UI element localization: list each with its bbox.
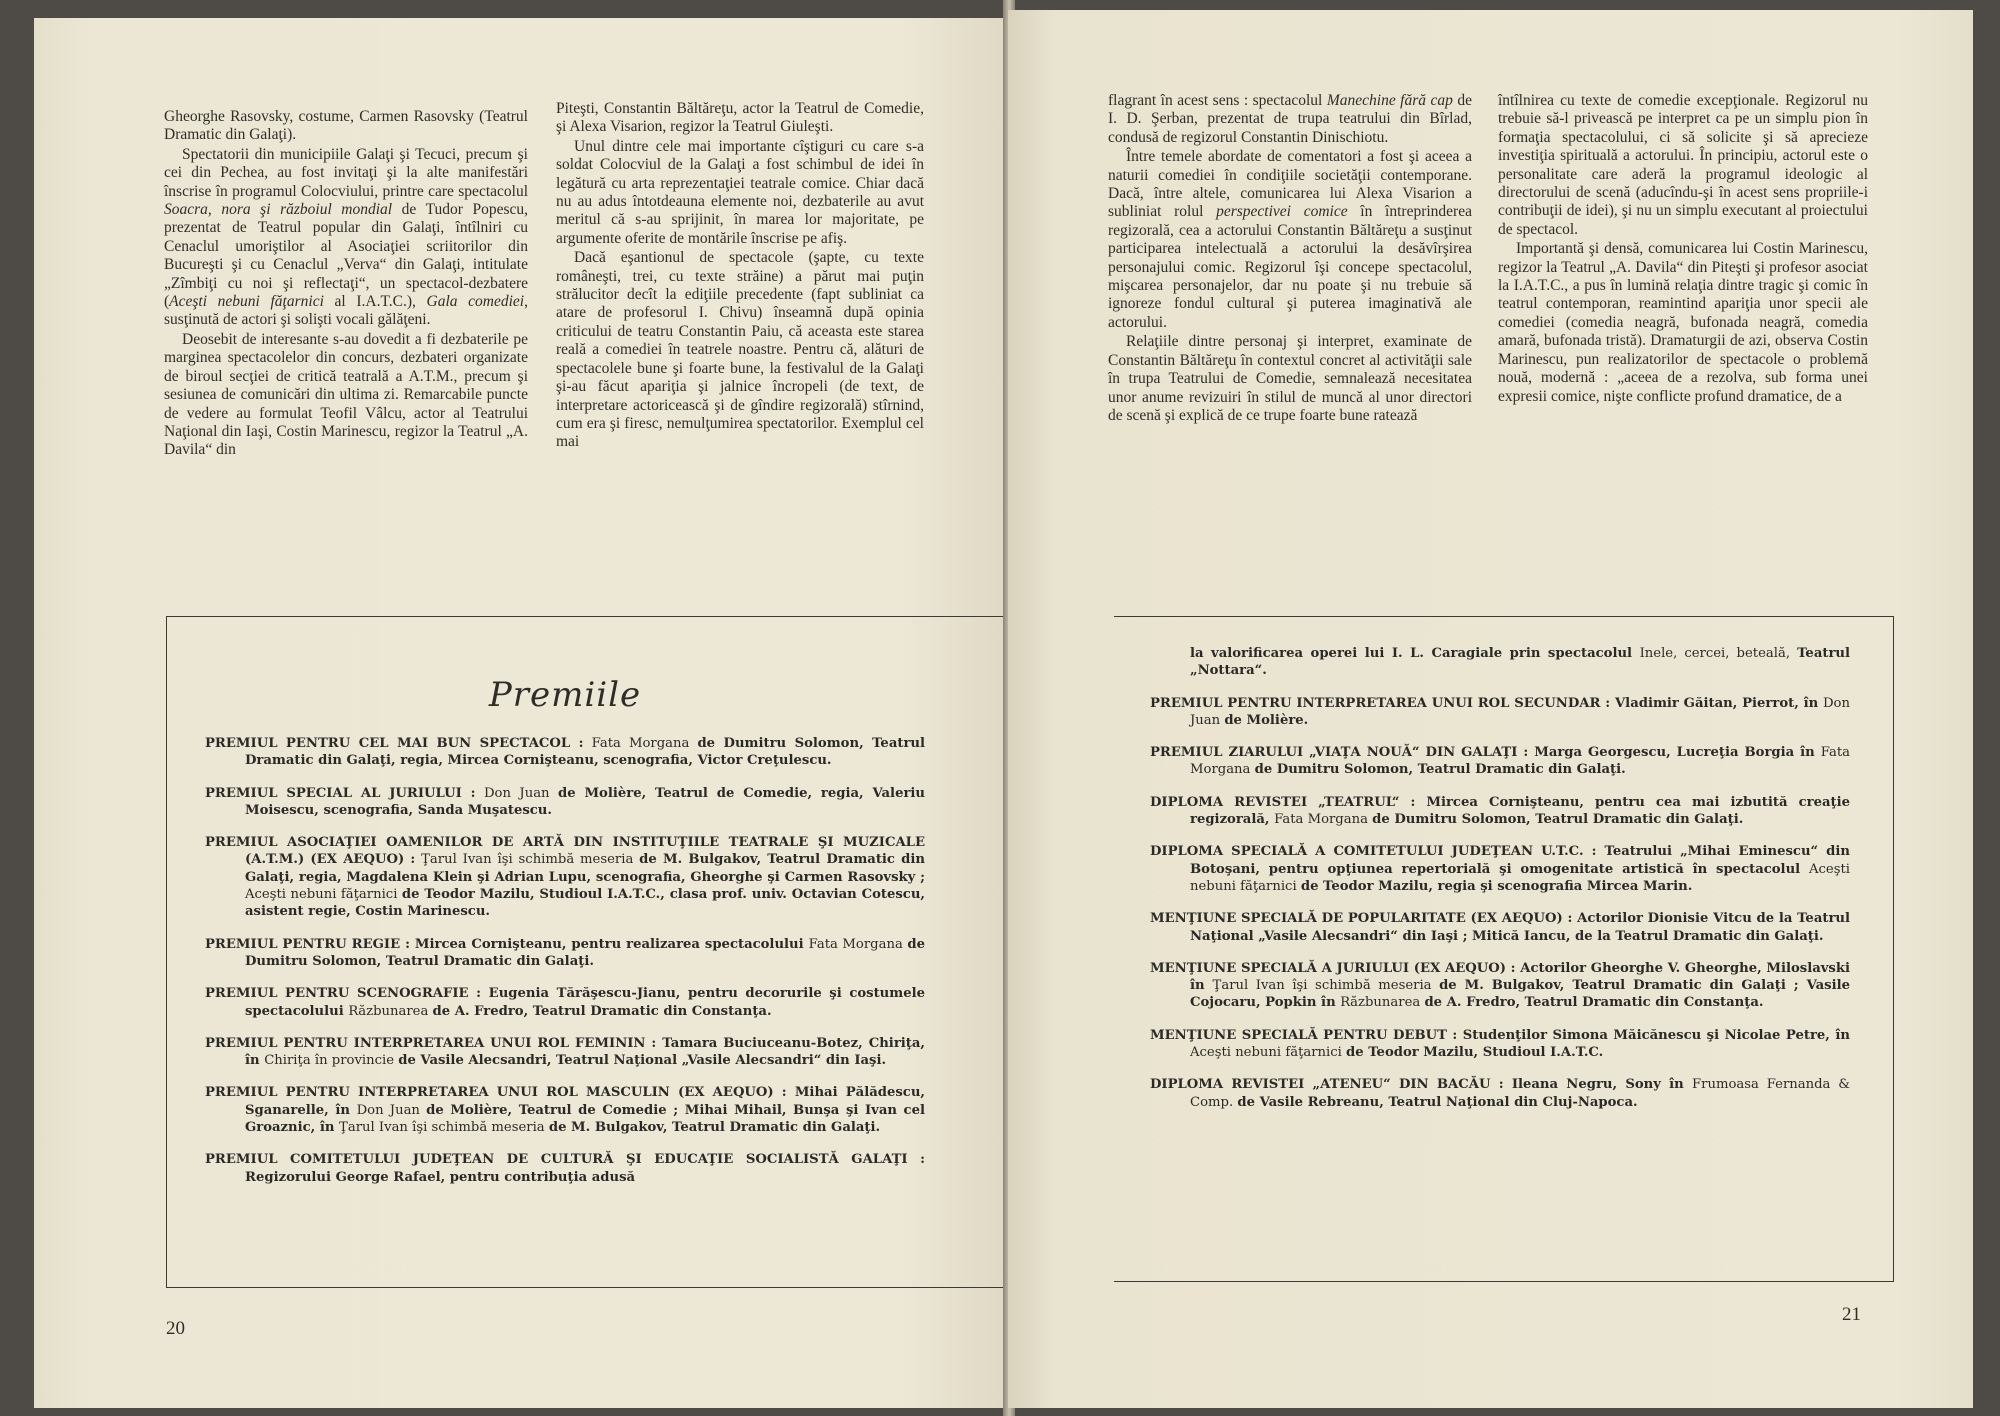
body-text: de Tudor Popescu, prezentat de Teatrul popular din Galaţi, întîlniri cu Cenaclul umoriştilor al Asociaţiei scriitorilor din Bucureşti şi cu Cenaclul „Verva“ din Galaţi, intitulate „Zîmbiţi cu noi şi reflectaţi“, un spectacol-dezbatere (	[164, 201, 528, 311]
award-label: PREMIUL ASOCIAŢIEI OAMENILOR DE ARTĂ DIN INSTITUŢIILE TEATRALE ŞI MUZICALE (A.T.M.) (EX AEQUO) :	[205, 835, 925, 868]
award-detail: de Teodor Mazilu, Studioul I.A.T.C., clasa prof. univ. Octavian Cotescu, asistent regie, Costin Marinescu.	[245, 887, 925, 920]
award-label: DIPLOMA SPECIALĂ A COMITETULUI JUDEŢEAN U.T.C. :	[1150, 844, 1597, 860]
body-paragraph	[1108, 92, 1472, 147]
body-paragraph	[164, 331, 528, 460]
italic-title-text: Manechine fără cap	[1326, 92, 1453, 109]
right-column-2	[1498, 92, 1868, 406]
award-entry	[1150, 910, 1850, 945]
left-column-1	[164, 108, 528, 460]
award-entry	[1150, 794, 1850, 829]
award-entry	[205, 936, 925, 971]
award-label: PREMIUL COMITETULUI JUDEŢEAN DE CULTURĂ ŞI EDUCAŢIE SOCIALISTĂ GALAŢI :	[205, 1152, 925, 1168]
left-page	[34, 18, 1018, 1408]
awards-list-left	[205, 735, 925, 1186]
body-paragraph	[1108, 333, 1472, 425]
award-label: PREMIUL ZIARULUI „VIAŢA NOUĂ“ DIN GALAŢI :	[1150, 745, 1529, 761]
award-entry	[205, 785, 925, 820]
award-detail: de Vasile Alecsandri, Teatrul Naţional „Vasile Alecsandri“ din Iaşi.	[398, 1053, 887, 1069]
award-work-title: Ţarul Ivan îşi schimbă meseria	[339, 1120, 549, 1136]
italic-title-text: Soacra, nora şi războiul mondial	[164, 201, 393, 219]
award-detail: de Dumitru Solomon, Teatrul Dramatic din Galaţi, regia, Mircea Cornişteanu, scenografia, Victor Creţulescu.	[245, 736, 925, 769]
award-work-title: Inele, cercei, beteală,	[1639, 646, 1798, 661]
body-paragraph	[1498, 240, 1868, 406]
award-work-title: Răzbunarea	[1340, 995, 1425, 1011]
award-detail: de M. Bulgakov, Teatrul Dramatic din Galaţi ; Vasile Cojocaru, Popkin în	[1190, 978, 1850, 1011]
award-detail: Marga Georgescu, Lucreţia Borgia în	[1528, 745, 1821, 761]
awards-box-left	[166, 616, 1006, 1288]
award-work-title: Aceşti nebuni făţarnici	[1190, 1045, 1347, 1061]
award-detail: de Dumitru Solomon, Teatrul Dramatic din Galaţi.	[1372, 812, 1744, 828]
award-work-title: Fata Morgana	[808, 936, 908, 952]
page-number-right: 21	[1842, 1304, 1861, 1325]
body-paragraph	[556, 138, 924, 248]
award-detail: Vladimir Găitan, Pierrot, în	[1610, 695, 1823, 711]
award-label: DIPLOMA REVISTEI „ATENEU“ DIN BACĂU :	[1150, 1077, 1504, 1093]
award-work-title: Fata Morgana	[583, 736, 698, 751]
award-detail: de Molière, Teatrul de Comedie, regia, Valeriu Moisescu, scenografia, Sanda Muşatescu.	[245, 785, 926, 818]
award-work-title: Ţarul Ivan îşi schimbă meseria	[1212, 978, 1440, 994]
italic-title-text: Gala comediei	[426, 293, 525, 311]
awards-list-right	[1150, 645, 1850, 1111]
award-detail: Mircea Cornişteanu, pentru realizarea spectacolului	[409, 936, 809, 952]
award-work-title: Don Juan	[475, 785, 558, 801]
award-label: PREMIUL PENTRU INTERPRETAREA UNUI ROL MASCULIN (EX AEQUO) :	[205, 1085, 787, 1101]
body-text: flagrant în acest sens : spectacolul	[1108, 92, 1327, 109]
award-detail: de M. Bulgakov, Teatrul Dramatic din Galaţi.	[548, 1120, 881, 1136]
awards-box-right	[1114, 616, 1894, 1282]
right-page	[1008, 10, 1973, 1408]
award-detail: de Molière.	[1224, 712, 1309, 728]
body-text: Deosebit de interesante s-au dovedit a fi dezbaterile pe marginea spectacolelor din concurs, dezbateri organizate de biroul secţiei de critică teatrală a A.T.M., precum şi sesiunea de comunicări din ultima zi. Remarcabile puncte de vedere au formulat Teofil Vâlcu, actor al Teatrului Naţional din Iaşi, Costin Marinescu, regizor la Teatrul „A. Davila“ din	[164, 330, 528, 459]
award-label: MENŢIUNE SPECIALĂ PENTRU DEBUT :	[1150, 1027, 1458, 1043]
body-text: în întreprinderea regizorală, cea a actorului Constantin Băltăreţu a susţinut participarea intelectuală a actorului la desăvîrşirea personajului comic. Regizorul îşi concepe spectacolul, mişcarea personajelor, dar nu poate şi nu trebuie să ignoreze fondul cultural şi puterea imaginativă ale actorului.	[1108, 203, 1472, 331]
award-work-title: Chiriţa în provincie	[264, 1053, 399, 1069]
award-detail: de Vasile Rebreanu, Teatrul Naţional din Cluj-Napoca.	[1237, 1094, 1638, 1110]
award-detail: de A. Fredro, Teatrul Dramatic din Constanţa.	[432, 1003, 772, 1019]
award-label: PREMIUL PENTRU REGIE :	[205, 936, 410, 952]
award-detail: Teatrul „Nottara“.	[1190, 646, 1850, 679]
award-detail: de Molière, Teatrul de Comedie ; Mihai Mihail, Bunşa şi Ivan cel Groaznic, în	[245, 1102, 925, 1136]
award-entry	[1150, 645, 1850, 680]
body-text: Spectatorii din municipiile Galaţi şi Tecuci, precum şi cei din Pechea, au fost invitaţi şi la alte manifestări înscrise în programul Colocviului, printre care spectacolul	[164, 145, 528, 200]
award-entry	[205, 1151, 925, 1186]
award-label: MENŢIUNE SPECIALĂ A JURIULUI (EX AEQUO) :	[1150, 960, 1516, 976]
body-text: Gheorghe Rasovsky, costume, Carmen Rasovsky (Teatrul Dramatic din Galaţi).	[164, 108, 528, 144]
award-label: PREMIUL PENTRU INTERPRETAREA UNUI ROL SECUNDAR :	[1150, 695, 1611, 711]
awards-title: Premiile	[488, 675, 642, 715]
award-detail: Mihai Pălădescu, Sganarelle, în	[245, 1085, 925, 1118]
body-paragraph	[164, 146, 528, 330]
award-entry	[205, 735, 925, 770]
award-work-title: Răzbunarea	[348, 1003, 433, 1019]
body-paragraph	[1498, 92, 1868, 239]
body-paragraph	[556, 100, 924, 137]
award-detail: de Dumitru Solomon, Teatrul Dramatic din Galaţi.	[1254, 762, 1626, 778]
award-label: PREMIUL SPECIAL AL JURIULUI :	[205, 785, 476, 801]
award-label: DIPLOMA REVISTEI „TEATRUL“ :	[1150, 794, 1416, 810]
award-entry	[1150, 960, 1850, 1012]
body-text: întîlnirea cu texte de comedie excepţionale. Regizorul nu trebuie să-l privească pe interpret ca pe un simplu pion în formaţia spectacolului, ci să solicite şi să aprecieze investiţia spirituală a actorului. În principiu, actorul este o personalitate care aderă la programul ideologic al directorului de scenă (aducîndu-şi în acest sens propriile-i contribuţii de idei), şi nu un simplu executant al proiectului de spectacol.	[1498, 92, 1868, 238]
award-work-title: Aceşti nebuni făţarnici	[1190, 861, 1850, 894]
award-label: MENŢIUNE SPECIALĂ DE POPULARITATE (EX AEQUO) :	[1150, 911, 1573, 927]
body-text: Relaţiile dintre personaj şi interpret, examinate de Constantin Băltăreţu în contextul concret al activităţii sale în trupa Teatrului de Comedie, semnalează necesitatea unor anume revizuiri în stilul de muncă al unor directori de scenă şi explică de ce trupe foarte bune ratează	[1108, 333, 1472, 424]
body-text: Între temele abordate de comentatori a fost şi aceea a naturii comediei în condiţiile societăţii contemporane. Dacă, între altele, comunicarea lui Alexa Visarion a subliniat rolul	[1108, 148, 1472, 221]
award-detail: Eugenia Tărăşescu-Jianu, pentru decorurile şi costumele spectacolului	[245, 986, 925, 1019]
award-detail: Studenţilor Simona Măicănescu şi Nicolae Petre, în	[1457, 1027, 1850, 1043]
award-work-title: Ţarul Ivan îşi schimbă meseria	[415, 852, 640, 868]
body-text: al I.A.T.C.),	[323, 293, 427, 311]
body-paragraph	[1108, 148, 1472, 332]
body-text: Dacă eşantionul de spectacole (şapte, cu texte româneşti, trei, cu texte străine) a părut mai puţin strălucitor decît la ediţiile precedente (fapt subliniat ca atare de profesorul I. Chivu) înseamnă după opinia criticului de teatru Constantin Paiu, că aceasta este starea reală a comediei în teatrele noastre. Pentru că, alături de spectacolele bune şi foarte bune, la festivalul de la Galaţi şi-au făcut apariţia şi jalnice încropeli (de text, de interpretare actoricească şi de gîndire regizorală) stîrnind, cum era şi firesc, nemulţumirea spectatorilor. Exemplul cel mai	[556, 249, 924, 451]
body-paragraph	[164, 108, 528, 145]
body-text: , susţinută de actori şi solişti vocali gălăţeni.	[164, 293, 528, 329]
body-text: Unul dintre cele mai importante cîştiguri cu care s-a soldat Colocviul de la Galaţi a fost schimbul de idei în legătură cu arta reprezentaţiei teatrale comice. Chiar dacă nu au adus întotdeauna elemente noi, dezbaterile au avut meritul că s-au sprijinit, în marea lor majoritate, pe argumente oferite de montările înscrise pe afiş.	[556, 137, 924, 247]
award-entry	[205, 1084, 925, 1136]
award-work-title: Don Juan	[1190, 695, 1850, 728]
award-entry	[1150, 843, 1850, 895]
left-column-2	[556, 100, 924, 452]
award-label: PREMIUL PENTRU CEL MAI BUN SPECTACOL :	[205, 736, 584, 751]
body-text: de I. D. Şerban, prezentat de trupa teatrului din Bîrlad, condusă de regizorul Constantin Dinischiotu.	[1108, 92, 1473, 146]
award-detail: Mircea Cornişteanu, pentru cea mai izbutită creaţie regizorală,	[1190, 794, 1850, 828]
award-detail: la valorificarea operei lui I. L. Caragiale prin spectacolul	[1190, 646, 1640, 661]
award-entry	[205, 985, 925, 1020]
right-column-1	[1108, 92, 1472, 425]
award-work-title: Aceşti nebuni făţarnici	[245, 887, 402, 903]
award-detail: de A. Fredro, Teatrul Dramatic din Constanţa.	[1424, 995, 1764, 1011]
page-number-left: 20	[166, 1318, 185, 1339]
award-detail: de Teodor Mazilu, Studioul I.A.T.C.	[1346, 1045, 1604, 1061]
award-label: PREMIUL PENTRU SCENOGRAFIE :	[205, 986, 482, 1002]
award-detail: Regizorului George Rafael, pentru contribuţia adusă	[245, 1169, 636, 1185]
body-paragraph	[556, 249, 924, 451]
body-text: Piteşti, Constantin Băltăreţu, actor la Teatrul de Comedie, şi Alexa Visarion, regizor la Teatrul Giuleşti.	[556, 100, 924, 136]
award-detail: de Dumitru Solomon, Teatrul Dramatic din Galaţi.	[245, 936, 925, 969]
award-detail: de M. Bulgakov, Teatrul Dramatic din Galaţi, regia, Magdalena Klein şi Adrian Lupu, scenografia, Gheorghe şi Carmen Rasovsky ;	[245, 852, 926, 885]
award-detail: Actorilor Gheorghe V. Gheorghe, Miloslavski în	[1190, 960, 1850, 994]
award-work-title: Don Juan	[356, 1102, 427, 1118]
body-text: Importantă şi densă, comunicarea lui Costin Marinescu, regizor la Teatrul „A. Davila“ din Piteşti şi profesor asociat la I.A.T.C., a pus în lumină relaţia dintre tragic şi comic în teatrul contemporan, reamintind apariţia unor specii ale comediei (comedia neagră, bufonada neagră, comedia amară, bufonada tristă). Dramaturgii de azi, observa Costin Marinescu, pun realizatorilor de spectacole o problemă nouă, modernă : „aceea de a rezolva, sub forma unei expresii comice, nişte conflicte profund dramatice, de a	[1498, 240, 1868, 405]
award-entry	[1150, 744, 1850, 779]
award-entry	[1150, 695, 1850, 730]
award-entry	[1150, 1076, 1850, 1111]
award-detail: de Teodor Mazilu, regia şi scenografia Mircea Marin.	[1300, 878, 1693, 894]
award-detail: Actorilor Dionisie Vitcu de la Teatrul Naţional „Vasile Alecsandri“ din Iaşi ; Mitică Iancu, de la Teatrul Dramatic din Galaţi.	[1190, 911, 1851, 944]
award-entry	[1150, 1027, 1850, 1062]
award-label: PREMIUL PENTRU INTERPRETAREA UNUI ROL FEMININ :	[205, 1035, 657, 1051]
award-detail: Ileana Negru, Sony în	[1503, 1077, 1692, 1093]
italic-title-text: perspectivei comice	[1216, 203, 1348, 221]
award-detail: Teatrului „Mihai Eminescu“ din Botoşani, pentru opţiunea repertorială şi omogenitate artistică în spectacolul	[1190, 844, 1850, 877]
award-detail: Tamara Buciuceanu-Botez, Chiriţa, în	[245, 1035, 925, 1069]
award-entry	[205, 834, 925, 920]
italic-title-text: Aceşti nebuni făţarnici	[169, 293, 324, 311]
award-entry	[205, 1035, 925, 1070]
award-work-title: Fata Morgana	[1274, 812, 1373, 828]
award-work-title: Fata Morgana	[1190, 745, 1850, 778]
award-work-title: Frumoasa Fernanda & Comp.	[1190, 1077, 1850, 1110]
